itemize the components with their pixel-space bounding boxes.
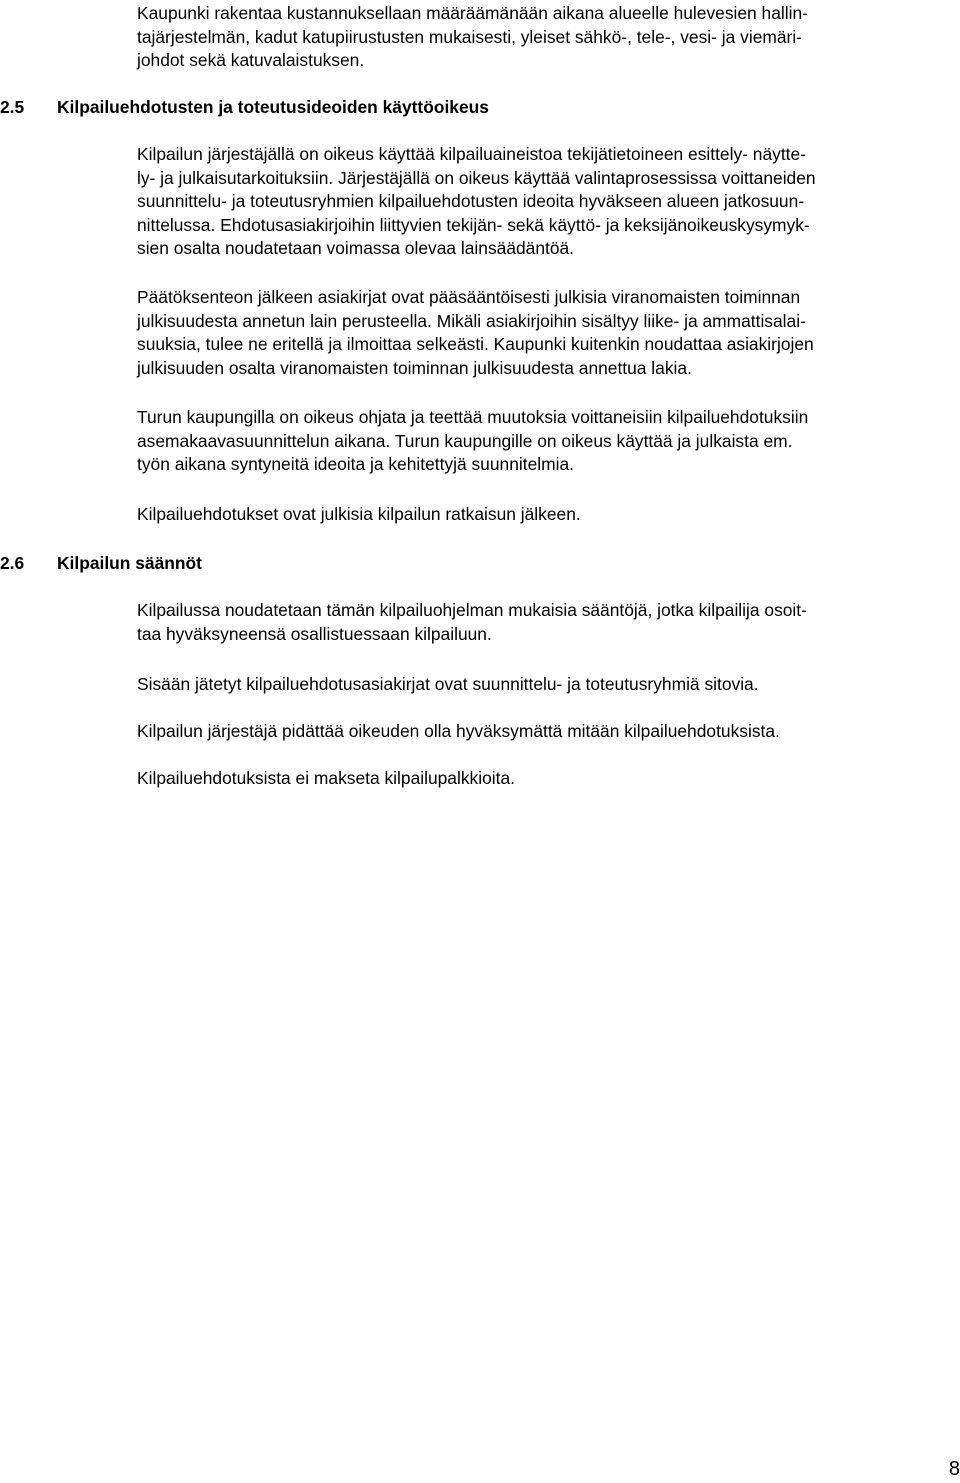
paragraph-no-fees [137, 767, 952, 791]
text-line: Kilpailuehdotukset ovat julkisia kilpailun ratkaisun jälkeen. [137, 504, 581, 524]
text-line: Kilpailun järjestäjä pidättää oikeuden olla hyväksymättä mitään kilpailuehdotuksista. [137, 721, 780, 741]
section-heading-2-5 [0, 96, 489, 119]
intro-paragraph [137, 2, 952, 73]
text-line: tajärjestelmän, kadut katupiirustusten mukaisesti, yleiset sähkö-, tele-, vesi- ja viemäri- [137, 26, 802, 47]
paragraph-rules [137, 599, 952, 646]
text-line: johdot sekä katuvalaistuksen. [137, 50, 365, 71]
section-title: Kilpailuehdotusten ja toteutusideoiden käyttöoikeus [57, 97, 489, 117]
paragraph-publicity [137, 286, 952, 380]
text-line: julkisuudesta annetun lain perusteella. Mikäli asiakirjoihin sisältyy liike- ja ammattisalai- [137, 310, 806, 331]
text-line: Päätöksenteon jälkeen asiakirjat ovat pääsääntöisesti julkisia viranomaisten toiminnan [137, 287, 801, 307]
text-line: työn aikana syntyneitä ideoita ja kehitettyjä suunnitelmia. [137, 454, 574, 475]
section-number: 2.6 [0, 553, 25, 573]
text-line: julkisuuden osalta viranomaisten toiminnan julkisuudesta annettua lakia. [137, 357, 692, 378]
text-line: asemakaavasuunnittelun aikana. Turun kaupungille on oikeus käyttää ja julkaista em. [137, 430, 793, 451]
page-number: 8 [948, 1458, 960, 1480]
paragraph-proposals-public [137, 503, 952, 527]
text-line: suuksia, tulee ne eritellä ja ilmoittaa selkeästi. Kaupunki kuitenkin noudattaa asiakirjojen [137, 334, 814, 355]
text-line: Kaupunki rakentaa kustannuksellaan määräämänään aikana alueelle hulevesien hallin- [137, 3, 808, 23]
section-number: 2.5 [0, 97, 25, 117]
paragraph-binding [137, 673, 952, 697]
text-line: taa hyväksyneensä osallistuessaan kilpailuun. [137, 623, 492, 644]
text-line: Kilpailun järjestäjällä on oikeus käyttää kilpailuaineistoa tekijätietoineen esittely- näytte- [137, 144, 806, 164]
text-line: nittelussa. Ehdotusasiakirjoihin liittyvien tekijän- sekä käyttö- ja keksijänoikeuskysymyk- [137, 214, 810, 235]
text-line: Sisään jätetyt kilpailuehdotusasiakirjat ovat suunnittelu- ja toteutusryhmiä sitovia. [137, 674, 759, 694]
paragraph-reserve-right [137, 720, 952, 744]
section-heading-2-6 [0, 552, 202, 575]
text-line: Turun kaupungilla on oikeus ohjata ja teettää muutoksia voittaneisiin kilpailuehdotuksiin [137, 407, 809, 427]
text-line: Kilpailussa noudatetaan tämän kilpailuohjelman mukaisia sääntöjä, jotka kilpailija osoit- [137, 600, 807, 620]
text-line: suunnittelu- ja toteutusryhmien kilpailuehdotusten ideoita hyväkseen alueen jatkosuun- [137, 191, 805, 212]
text-line: ly- ja julkaisutarkoituksiin. Järjestäjällä on oikeus käyttää valintaprosessissa voittaneiden [137, 167, 816, 188]
text-line: Kilpailuehdotuksista ei makseta kilpailupalkkioita. [137, 768, 515, 788]
paragraph-rights-of-use [137, 143, 952, 261]
text-line: sien osalta noudatetaan voimassa olevaa lainsäädäntöä. [137, 238, 575, 259]
paragraph-city-rights [137, 406, 952, 477]
section-title: Kilpailun säännöt [57, 553, 202, 573]
